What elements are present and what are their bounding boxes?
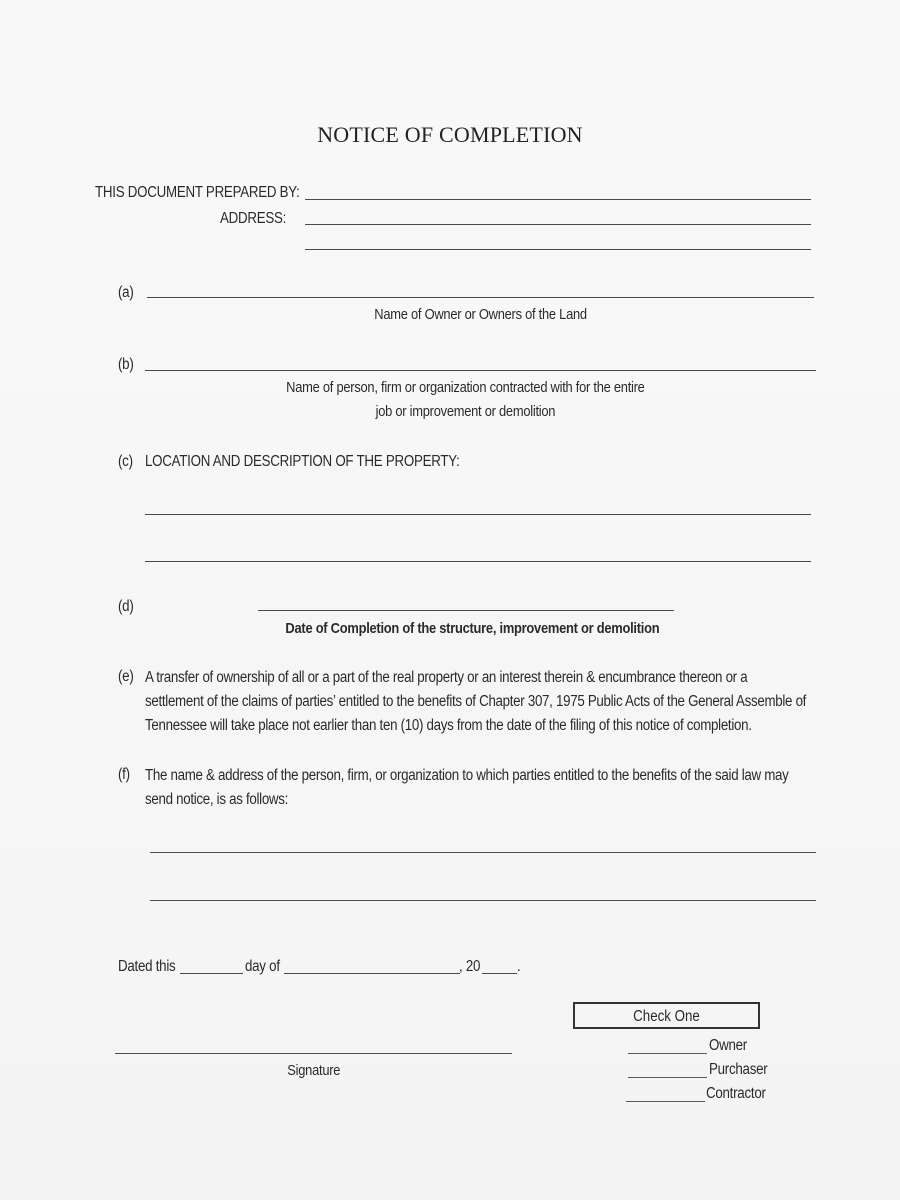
item-f-marker: (f) [118,766,130,783]
completion-date-caption: Date of Completion of the structure, improvement or demolition [285,620,660,637]
signature-label: Signature [287,1062,340,1079]
address-field-2[interactable] [305,249,811,250]
location-field-1[interactable] [145,514,811,515]
item-d-marker: (d) [118,598,134,615]
item-e-line1: A transfer of ownership of all or a part of the real property or an interest therein & encumbrance thereon or a [145,669,748,686]
location-label: LOCATION AND DESCRIPTION OF THE PROPERTY: [145,453,460,470]
year-prefix-label: , 20 [459,958,481,975]
check-purchaser-field[interactable] [628,1077,707,1078]
dated-month-field[interactable] [284,973,460,974]
item-e-line3: Tennessee will take place not earlier than ten (10) days from the date of the filing of this notice of completion. [145,717,752,734]
dated-year-field[interactable] [482,973,517,974]
owner-name-caption: Name of Owner or Owners of the Land [374,306,587,323]
page-title: NOTICE OF COMPLETION [317,122,583,147]
address-label: ADDRESS: [220,210,287,227]
check-purchaser-label: Purchaser [709,1061,768,1078]
notice-address-field-2[interactable] [150,900,816,901]
item-e-line2: settlement of the claims of parties’ entitled to the benefits of Chapter 307, 1975 Public Acts of the General Assemble of [145,693,807,710]
contractor-caption-line1: Name of person, firm or organization contracted with for the entire [285,379,645,396]
item-f-paragraph [145,764,833,812]
item-a-marker: (a) [118,284,134,301]
prepared-by-field[interactable] [305,199,811,200]
signature-field[interactable] [115,1053,512,1054]
location-field-2[interactable] [145,561,811,562]
item-c-marker: (c) [118,453,133,470]
item-e-paragraph [145,666,833,738]
item-f-line1: The name & address of the person, firm, or organization to which parties entitled to the benefits of the said law may [145,767,789,784]
prepared-by-label: THIS DOCUMENT PREPARED BY: [95,184,300,201]
check-one-box [573,1002,760,1029]
item-b-marker: (b) [118,356,134,373]
owner-name-field[interactable] [147,297,814,298]
completion-date-field[interactable] [258,610,674,611]
check-owner-field[interactable] [628,1053,707,1054]
check-contractor-field[interactable] [626,1101,705,1102]
dated-period: . [517,958,521,975]
dated-day-field[interactable] [180,973,243,974]
dated-label: Dated this [118,958,176,975]
day-of-label: day of [245,958,280,975]
item-f-line2: send notice, is as follows: [145,791,289,808]
notice-address-field-1[interactable] [150,852,816,853]
address-field-1[interactable] [305,224,811,225]
contractor-name-field[interactable] [145,370,816,371]
check-owner-label: Owner [709,1037,747,1054]
item-e-marker: (e) [118,668,134,685]
check-contractor-label: Contractor [706,1085,766,1102]
check-one-title: Check One [633,1008,700,1025]
contractor-caption-line2: job or improvement or demolition [375,403,555,420]
